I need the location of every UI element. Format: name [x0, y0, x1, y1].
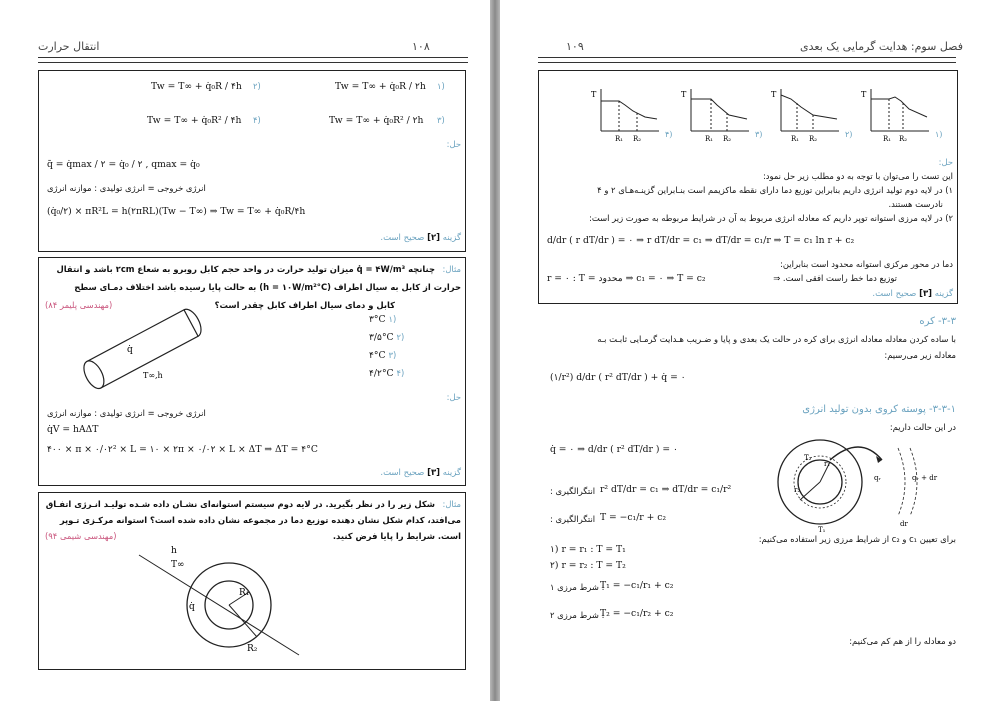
question-line-1: چنانچه q̇ = ۴W/m³ میزان تولید حرارت در واحد حجم کابل روبرو به شعاع ۲cm باشد و انتقال — [56, 264, 435, 274]
sphere-energy-eq: (۱/r²) d/dr ( r² dT/dr ) + q̇ = ۰ — [550, 372, 686, 383]
graph-2 — [771, 89, 852, 143]
header-rule — [538, 57, 956, 63]
bc-2-eq: T₂ = −c₁/r₂ + c₂ — [600, 608, 674, 619]
right-page — [500, 0, 994, 701]
cylinder-layer-figure — [139, 545, 359, 665]
cable-q-label: q̇ — [127, 345, 133, 355]
q2-option-1: ۳°C ۱) — [369, 314, 397, 325]
option-2-eq: Tw = T∞ + q̇₀R / ۴h — [151, 81, 242, 92]
solution-label: حل: — [446, 392, 461, 402]
question-label: مثال: — [442, 264, 461, 274]
svg-text:۱): ۱) — [935, 130, 943, 139]
svg-text:r₂: r₂ — [794, 486, 801, 494]
svg-text:T: T — [591, 90, 597, 99]
r2-label: R₂ — [247, 644, 258, 654]
solution-line-4: ۲) در لایه مرزی استوانه توپر داریم که معادله انرژی مربوط به آن در شرایط مربوطه به صورت زیر است: — [589, 213, 953, 223]
solution-line-5: دما در محور مرکزی استوانه محدود است بنابراین: — [780, 259, 953, 269]
svg-text:T: T — [861, 90, 867, 99]
svg-text:T: T — [771, 90, 777, 99]
left-page — [0, 0, 490, 701]
solution-line-3: ۴۰۰ × π × ۰/۰۲² × L = ۱۰ × ۲π × ۰/۰۲ × L × ΔT ⇒ ΔT = ۴°C — [47, 444, 318, 455]
answer-number: [۳] — [427, 468, 441, 478]
integration-label-2: انتگرالگیری : — [550, 514, 596, 524]
svg-text:r₁: r₁ — [824, 460, 831, 468]
question-box-2 — [38, 257, 466, 486]
section-3-3-para-1: با ساده کردن معادله معادله انرژی برای کره در حالت یک بعدی و پایا و ضـریب هـدایت گرمـایی ثابـت بـه — [597, 334, 956, 344]
header-rule — [38, 57, 468, 63]
solution-line-3: (q̇₀/۲) × πR²L = h(۲πRL)(Tw − T∞) ⇒ Tw = T∞ + q̇₀R/۴h — [47, 206, 306, 217]
section-3-3-1-intro: در این حالت داریم: — [889, 422, 956, 432]
solution-label: حل: — [938, 157, 953, 167]
answer-line — [872, 289, 953, 299]
option-2-num: ۲) — [253, 81, 261, 91]
svg-text:۴): ۴) — [665, 130, 673, 139]
page-number: ۱۰۹ — [566, 40, 584, 53]
solution-eq-2: r = ۰ : T = محدود ⇒ c₁ = ۰ ⇒ T = c₂ — [547, 273, 706, 284]
solution-line-2: ۱) در لایه دوم تولید انرژی داریم بنابراین توزیع دما دارای نقطه ماکزیمم است بنـابراین گزینـه‌هـای ۲ و ۴ — [597, 185, 953, 195]
h-label: h — [171, 546, 177, 556]
solution-eq-1: d/dr ( r dT/dr ) = ۰ ⇒ r dT/dr = c₁ ⇒ dT/dr = c₁/r ⇒ T = c₁ ln r + c₂ — [547, 235, 855, 246]
answer-line — [380, 233, 461, 243]
tinf-label: T∞ — [171, 560, 185, 570]
q2-option-3: ۴°C ۳) — [369, 350, 397, 361]
question-source: (مهندسی شیمی ۹۴) — [45, 531, 117, 541]
solution-line-1: انرژی خروجی = انرژی تولیدی : موازنه انرژی — [47, 408, 206, 418]
question-line-3: کابل و دمای سیال اطراف کابل چقدر است؟ — [214, 300, 395, 310]
section-3-3-para-2: معادله زیر می‌رسیم: — [884, 350, 956, 360]
solution-line-6: توزیع دما خط راست افقی است. ⇒ — [773, 273, 897, 283]
sphere-eq-1: q̇ = ۰ ⇒ d/dr ( r² dT/dr ) = ۰ — [550, 444, 678, 455]
solution-line-3: نادرست هستند. — [888, 199, 943, 209]
running-title: فصل سوم: هدایت گرمایی یک بعدی — [800, 40, 963, 53]
bc-2-label: : شرط مرزی ۲ — [550, 610, 605, 620]
answer-text: صحیح است. — [380, 233, 425, 243]
svg-text:R₂: R₂ — [809, 135, 818, 143]
cable-far-end — [184, 306, 205, 336]
svg-text:۳): ۳) — [755, 130, 763, 139]
question-line-3: است. شرایط را پایا فرض کنید. — [332, 531, 461, 541]
r1-label: R₁ — [239, 588, 250, 598]
svg-text:qᵣ: qᵣ — [874, 474, 881, 482]
question-line-1: شکل زیر را در نظر بگیرید. در لایه دوم سیستم استوانه‌ای نشـان داده شـده تولیـد انـرژی اتفـاق — [45, 499, 435, 509]
option-graphs — [541, 75, 951, 155]
answer-number: [۳] — [919, 289, 933, 299]
bc-1-eq: T₁ = −c₁/r₁ + c₂ — [600, 580, 674, 591]
q-label: q̇ — [189, 602, 195, 612]
book-spine — [490, 0, 500, 701]
svg-text:T: T — [681, 90, 687, 99]
tangent-line — [139, 555, 299, 655]
bc-1-label: : شرط مرزی ۱ — [550, 582, 605, 592]
svg-text:R₂: R₂ — [633, 135, 642, 143]
integration-eq-1: r² dT/dr = c₁ ⇒ dT/dr = c₁/r² — [600, 484, 732, 495]
cable-figure — [69, 308, 209, 398]
section-3-3-title: ۳-۳- کره — [919, 316, 956, 327]
svg-text:R₂: R₂ — [723, 135, 732, 143]
svg-text:۲): ۲) — [845, 130, 853, 139]
answer-label: گزینه — [934, 289, 953, 299]
bc-2: ۲) r = r₂ : T = T₂ — [550, 560, 626, 571]
svg-text:qᵣ + dr: qᵣ + dr — [912, 474, 938, 482]
svg-text:dr: dr — [900, 520, 908, 528]
solution-line-1: این تست را می‌توان با توجه به دو مطلب زیر حل نمود: — [762, 171, 953, 181]
r2-line — [800, 482, 820, 500]
option-4-num: ۴) — [253, 115, 261, 125]
shell-arc-2 — [910, 448, 917, 516]
svg-text:T₁: T₁ — [818, 526, 826, 534]
q2-option-2: ۳/۵°C ۲) — [369, 332, 405, 343]
page-number: ۱۰۸ — [412, 40, 430, 53]
solution-label: حل: — [446, 139, 461, 149]
answer-text: صحیح است. — [872, 289, 917, 299]
svg-text:R₁: R₁ — [705, 135, 714, 143]
option-1-num: ۱) — [437, 81, 445, 91]
answer-label: گزینه — [442, 468, 461, 478]
svg-text:R₁: R₁ — [615, 135, 624, 143]
solution-box — [538, 70, 958, 304]
answer-text: صحیح است. — [380, 468, 425, 478]
integration-label-1: انتگرالگیری : — [550, 486, 596, 496]
integration-eq-2: T = −c₁/r + c₂ — [600, 512, 667, 523]
graph-3 — [681, 89, 762, 143]
option-1-eq: Tw = T∞ + q̇₀R / ۲h — [335, 81, 426, 92]
graph-4 — [591, 89, 672, 143]
answer-label: گزینه — [442, 233, 461, 243]
answer-number: [۲] — [427, 233, 441, 243]
solution-line-2: q̇V = hAΔT — [47, 424, 99, 435]
svg-text:R₂: R₂ — [899, 135, 908, 143]
question-box-1 — [38, 70, 466, 252]
q2-option-4: ۴/۲°C ۴) — [369, 368, 405, 379]
closing-line: دو معادله را از هم کم می‌کنیم: — [849, 636, 956, 646]
solution-line-1: q̄ = q̇max / ۲ = q̇₀ / ۲ , qmax = q̇₀ — [47, 159, 200, 170]
boundary-intro: برای تعیین c₁ و c₂ از شرایط مرزی زیر استفاده می‌کنیم: — [758, 534, 956, 544]
question-source: (مهندسی پلیمر ۸۴) — [45, 300, 113, 310]
running-title: انتقال حرارت — [38, 40, 100, 53]
solution-line-2: انرژی خروجی = انرژی تولیدی : موازنه انرژی — [47, 183, 206, 193]
question-box-3 — [38, 492, 466, 670]
cable-t-label: T∞,h — [143, 371, 163, 380]
option-4-eq: Tw = T∞ + q̇₀R² / ۴h — [147, 115, 242, 126]
graph-1 — [861, 89, 942, 143]
svg-text:R₁: R₁ — [791, 135, 800, 143]
section-3-3-1-title: ۳-۳-۱- پوسته کروی بدون تولید انرژی — [802, 404, 956, 415]
spherical-shell-figure — [770, 430, 970, 534]
option-3-num: ۳) — [437, 115, 445, 125]
question-line-2: می‌افتد، کدام شکل نشان دهنده توزیع دما در مجموعه نشان داده شده است؟ استوانه مرکـزی تـوپر — [59, 515, 461, 525]
question-label: مثال: — [442, 499, 461, 509]
question-line-2: حرارت از کابل به سیال اطراف (h = ۱۰W/m²°C) به حالت پایا رسیده باشد اختلاف دمـای سطح — [74, 282, 461, 292]
answer-line — [380, 468, 461, 478]
option-3-eq: Tw = T∞ + q̇₀R² / ۲h — [329, 115, 424, 126]
heat-arrow — [830, 447, 882, 460]
svg-text:R₁: R₁ — [883, 135, 892, 143]
bc-1: ۱) r = r₁ : T = T₁ — [550, 544, 626, 555]
svg-text:T₂: T₂ — [804, 454, 812, 462]
shell-arc-1 — [898, 448, 905, 516]
